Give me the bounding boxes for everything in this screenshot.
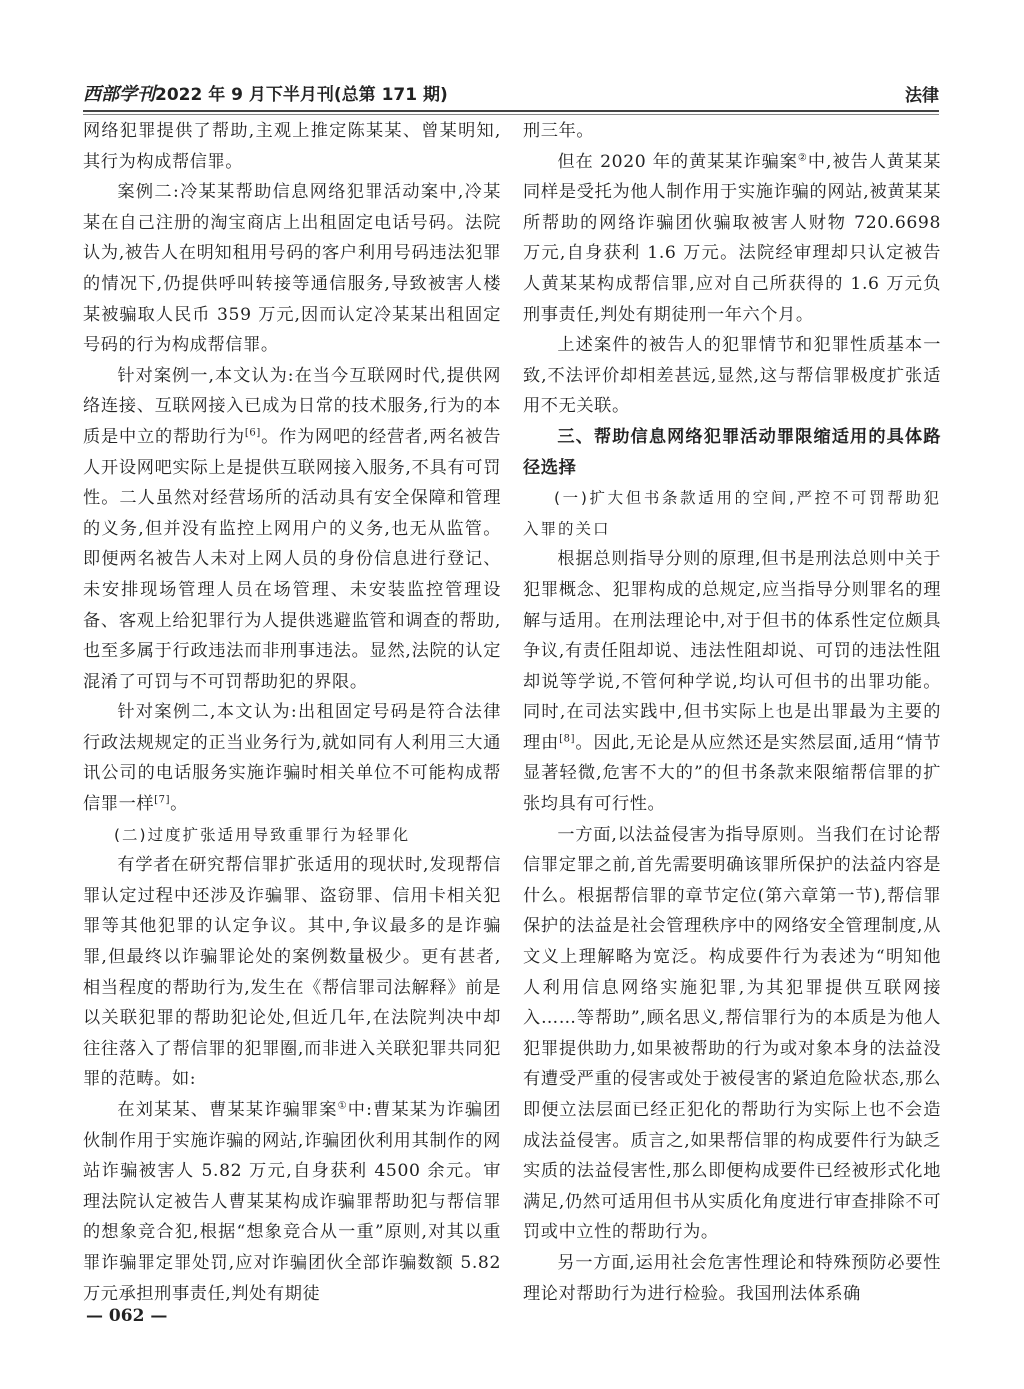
subsection-heading [83,820,501,851]
paragraph-text: 但在 2020 年的黄某某诈骗案 [557,151,798,172]
paragraph [523,544,941,819]
paragraph [83,177,501,361]
paragraph-text: 。因此,无论是从应然还是实然层面,适用“情节显著轻微,危害不大的”的但书条款来限缩帮信罪的扩张均具有可行性。 [523,732,941,815]
citation-marker: ② [797,151,808,163]
header-rule [83,110,939,112]
paragraph-text: 。 [170,794,188,815]
paragraph [83,1095,501,1309]
section-heading [523,422,941,483]
paragraph [523,330,941,422]
paragraph-text: 另一方面,运用社会危害性理论和特殊预防必要性理论对帮助行为进行检验。我国刑法体系确 [523,1252,941,1304]
journal-logo: 西部学刊 [83,84,155,105]
paragraph-text: 刑三年。 [523,121,595,141]
paragraph [523,116,941,147]
paragraph [83,850,501,1095]
paragraph [523,1248,941,1309]
right-column [523,116,941,1309]
paragraph [83,697,501,819]
paragraph-text: 在刘某某、曹某某诈骗罪案 [117,1100,338,1120]
citation-marker: [8] [559,733,576,745]
paragraph-text: 三、帮助信息网络犯罪活动罪限缩适用的具体路径选择 [523,426,941,478]
paragraph-text: 。作为网吧的经营者,两名被告人开设网吧实际上是提供互联网接入服务,不具有可罚性。二人虽然对经营场所的活动具有安全保障和管理的义务,但并没有监控上网用户的义务,也无从监管。即便两名被告人未对上网人员的身份信息进行登记、未安排现场管理人员在场管理、未安装监控管理设备、客观上给犯罪行为人提供逃避监管和调查的帮助,也至多属于行政违法而非刑事违法。显然,法院的认定混淆了可罚与不可罚帮助犯的界限。 [83,426,501,692]
paragraph-text: 网络犯罪提供了帮助,主观上推定陈某某、曾某明知,其行为构成帮信罪。 [83,121,501,172]
paragraph-text: (一)扩大但书条款适用的空间,严控不可罚帮助犯入罪的关口 [523,489,941,538]
paragraph-text: 中,被告人黄某某同样是受托为他人制作用于实施诈骗的网站,被黄某某所帮助的网络诈骗团伙骗取被害人财物 720.6698 万元,自身获利 1.6 万元。法院经审理却只认定被告人黄某某构成帮信罪,应对自己所获得的 1.6 万元负刑事责任,判处有期徒刑一年六个月。 [523,151,941,325]
paragraph-text: (二)过度扩张适用导致重罪行为轻罪化 [114,825,411,844]
section-name: 法律 [905,86,939,106]
page-number: — 062 — [86,1306,168,1326]
paragraph-text: 有学者在研究帮信罪扩张适用的现状时,发现帮信罪认定过程中还涉及诈骗罪、盗窃罪、信用卡相关犯罪等其他犯罪的认定争议。其中,争议最多的是诈骗罪,但最终以诈骗罪论处的案例数量极少。更有甚者,相当程度的帮助行为,发生在《帮信罪司法解释》前是以关联犯罪的帮助犯论处,但近几年,在法院判决中却往往落入了帮信罪的犯罪圈,而非进入关联犯罪共同犯罪的范畴。如: [83,855,501,1090]
left-column [83,116,501,1309]
paragraph [523,147,941,331]
paragraph-text: 一方面,以法益侵害为指导原则。当我们在讨论帮信罪定罪之前,首先需要明确该罪所保护的法益内容是什么。根据帮信罪的章节定位(第六章第一节),帮信罪保护的法益是社会管理秩序中的网络安全管理制度,从文义上理解略为宽泛。构成要件行为表述为“明知他人利用信息网络实施犯罪,为其犯罪提供互联网接入……等帮助”,顾名思义,帮信罪行为的本质是为他人犯罪提供助力,如果被帮助的行为或对象本身的法益没有遭受严重的侵害或处于被侵害的紧迫危险状态,那么即便立法层面已经正犯化的帮助行为实际上也不会造成法益侵害。质言之,如果帮信罪的构成要件行为缺乏实质的法益侵害性,那么即便构成要件已经被形式化地满足,仍然可适用但书从实质化角度进行审查排除不可罚或中立性的帮助行为。 [523,824,941,1243]
header-rule-thin [83,114,939,115]
running-header [83,72,939,106]
issue-info: 2022 年 9 月下半月刊(总第 171 期) [155,85,448,105]
citation-marker: ① [337,1100,348,1112]
paragraph-text: 针对案例一,本文认为:在当今互联网时代,提供网络连接、互联网接入已成为日常的技术服务,行为的本质是中立的帮助行为 [83,365,501,447]
paragraph-text: 上述案件的被告人的犯罪情节和犯罪性质基本一致,不法评价却相差甚远,显然,这与帮信罪极度扩张适用不无关联。 [523,335,941,417]
citation-marker: [6] [244,427,261,439]
header-left [83,80,448,106]
paragraph-text: 针对案例二,本文认为:出租固定号码是符合法律行政法规规定的正当业务行为,就如同有人利用三大通讯公司的电话服务实施诈骗时相关单位不可能构成帮信罪一样 [83,702,501,815]
paragraph [523,820,941,1248]
paragraph [83,116,501,177]
paragraph-text: 案例二:冷某某帮助信息网络犯罪活动案中,冷某某在自己注册的淘宝商店上出租固定电话号码。法院认为,被告人在明知租用号码的客户利用号码违法犯罪的情况下,仍提供呼叫转接等通信服务,导致被害人楼某被骗取人民币 359 万元,因而认定冷某某出租固定号码的行为构成帮信罪。 [83,182,501,356]
paragraph [83,361,501,698]
paragraph-text: 中:曹某某为诈骗团伙制作用于实施诈骗的网站,诈骗团伙利用其制作的网站诈骗被害人 5.82 万元,自身获利 4500 余元。审理法院认定被告人曹某某构成诈骗罪帮助犯与帮信罪的想象竞合犯,根据“想象竞合从一重”原则,对其以重罪诈骗罪定罪处罚,应对诈骗团伙全部诈骗数额 5.82 万元承担刑事责任,判处有期徒 [83,1100,501,1304]
paragraph-text: 根据总则指导分则的原理,但书是刑法总则中关于犯罪概念、犯罪构成的总规定,应当指导分则罪名的理解与适用。在刑法理论中,对于但书的体系性定位颇具争议,有责任阻却说、违法性阻却说、可罚的违法性阻却说等学说,不管何种学说,均认可但书的出罪功能。同时,在司法实践中,但书实际上也是出罪最为主要的理由 [523,549,941,753]
subsection-heading [523,483,941,544]
citation-marker: [7] [154,794,171,806]
